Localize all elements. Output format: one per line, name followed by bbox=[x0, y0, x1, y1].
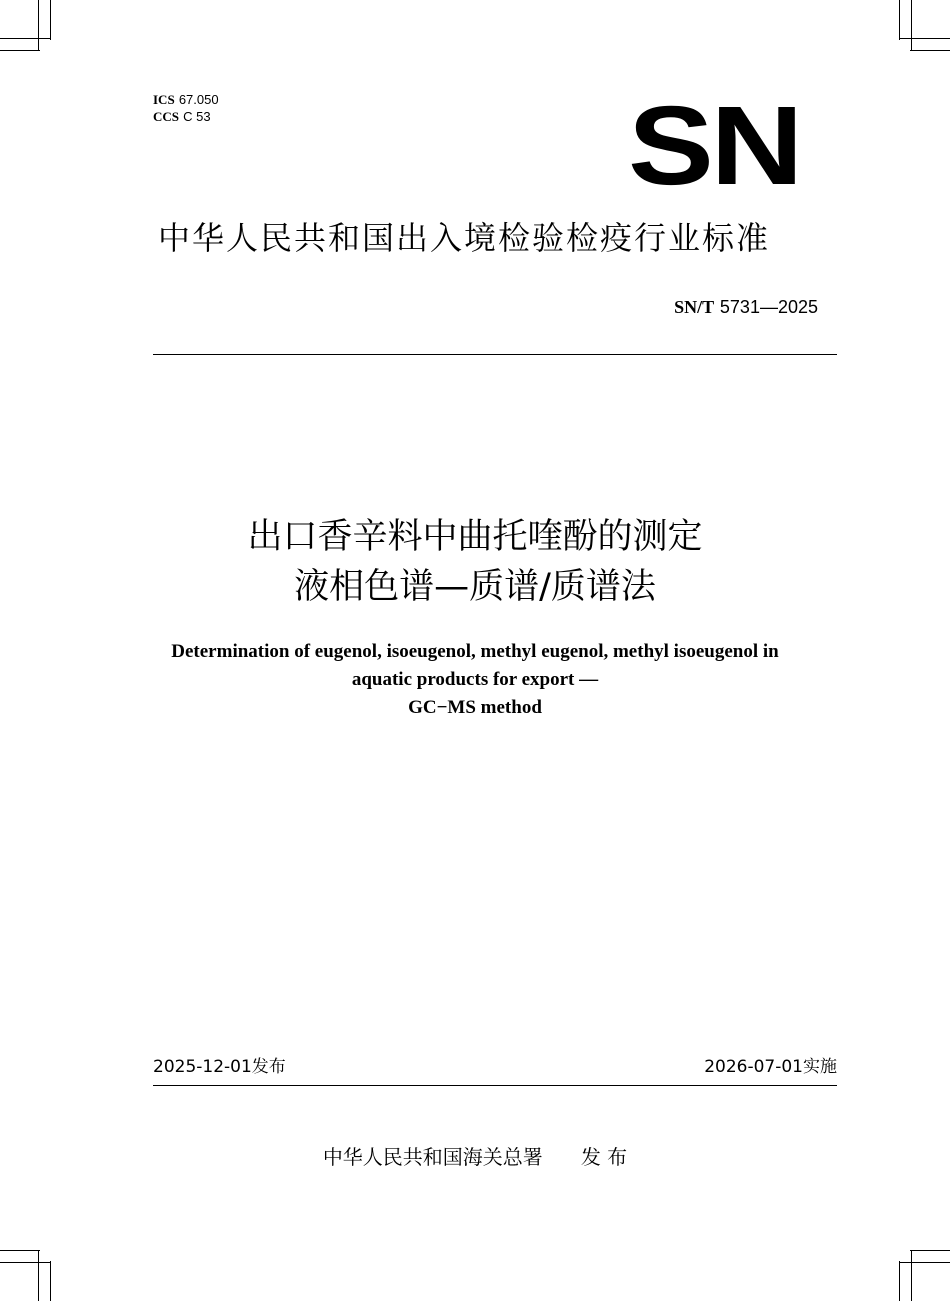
issuer-action: 发 布 bbox=[580, 1145, 628, 1169]
crop-mark-bottom-right-horizontal bbox=[910, 1250, 950, 1251]
crop-mark-bottom-left-horizontal-outer bbox=[0, 1262, 50, 1263]
header-divider bbox=[153, 354, 837, 355]
ccs-code: C 53 bbox=[183, 109, 211, 124]
crop-mark-top-right-horizontal bbox=[900, 38, 950, 39]
crop-mark-bottom-left-vertical bbox=[38, 1251, 39, 1301]
crop-mark-top-left-vertical bbox=[38, 0, 39, 50]
crop-mark-bottom-left-horizontal bbox=[0, 1250, 40, 1251]
ccs-code-line bbox=[153, 109, 219, 126]
industry-standard-title: 中华人民共和国出入境检验检疫行业标准 bbox=[158, 219, 771, 257]
standard-number-value: 5731—2025 bbox=[719, 297, 818, 317]
footer-divider bbox=[153, 1085, 837, 1086]
crop-mark-top-right-horizontal-outer bbox=[910, 50, 950, 51]
sn-logo: SN bbox=[628, 83, 801, 208]
ics-label: ICS bbox=[153, 92, 175, 107]
classification-codes bbox=[153, 92, 219, 126]
crop-mark-bottom-left-vertical-outer bbox=[50, 1261, 51, 1301]
title-en-line-3: GC−MS method bbox=[408, 697, 542, 718]
title-en-line-1: Determination of eugenol, isoeugenol, methyl eugenol, methyl isoeugenol in bbox=[171, 641, 779, 662]
issuer-name: 中华人民共和国海关总署 bbox=[322, 1145, 543, 1169]
issuing-authority bbox=[0, 1144, 950, 1170]
ics-code-line bbox=[153, 92, 219, 109]
crop-mark-bottom-right-vertical bbox=[899, 1261, 900, 1301]
standard-number bbox=[674, 296, 818, 319]
crop-mark-top-left-vertical-outer bbox=[50, 0, 51, 40]
crop-mark-top-right-vertical bbox=[899, 0, 900, 40]
title-en-line-2: aquatic products for export — bbox=[351, 669, 599, 690]
crop-mark-bottom-right-vertical-outer bbox=[911, 1251, 912, 1301]
ccs-label: CCS bbox=[153, 109, 180, 124]
title-zh-line-1: 出口香辛料中曲托喹酚的测定 bbox=[247, 517, 703, 557]
crop-mark-top-right-vertical-outer bbox=[911, 0, 912, 50]
title-zh-line-2: 液相色谱—质谱/质谱法 bbox=[294, 567, 656, 607]
crop-mark-top-left-horizontal bbox=[0, 38, 50, 39]
implementation-date: 2026-07-01实施 bbox=[704, 1057, 837, 1077]
crop-mark-bottom-right-horizontal-outer bbox=[900, 1262, 950, 1263]
standard-prefix: SN/T bbox=[674, 297, 715, 317]
ics-code: 67.050 bbox=[178, 92, 219, 107]
crop-mark-top-left-horizontal-outer bbox=[0, 50, 40, 51]
issue-date: 2025-12-01发布 bbox=[153, 1057, 286, 1077]
